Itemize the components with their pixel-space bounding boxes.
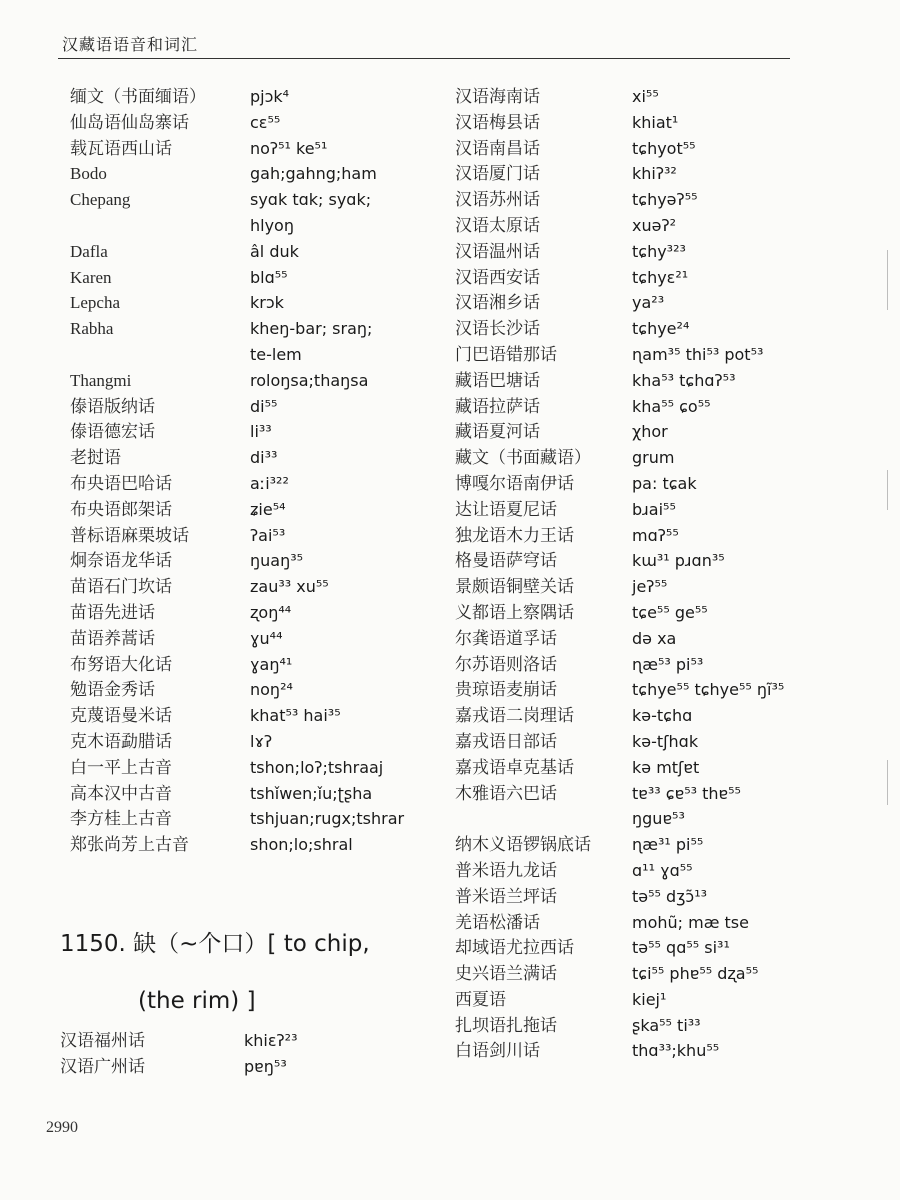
phonetic-form: li³³ [250,422,272,442]
phonetic-form: lɤʔ [250,731,273,751]
language-name: Rabha [70,319,114,339]
phonetic-form: tə⁵⁵ qɑ⁵⁵ si³¹ [632,938,730,958]
entry-row [455,187,855,213]
language-name: Thangmi [70,370,132,390]
entry-row [70,187,450,213]
language-name: 汉语海南话 [455,87,540,106]
entry-row [455,703,855,729]
entry-row [70,497,450,523]
entry-row [70,806,450,832]
header-rule [58,58,790,59]
entry-row [70,368,450,394]
entry-row [455,910,855,936]
language-name: 高本汉中古音 [70,783,172,803]
running-header: 汉藏语语音和词汇 [62,37,199,54]
language-name: 扎坝语扎拖话 [455,1015,557,1035]
left-column-entry-1150 [60,1028,440,1080]
entry-row [455,1038,855,1064]
entry-row [70,703,450,729]
margin-mark [887,250,888,310]
phonetic-form: pjɔk⁴ [250,87,290,106]
language-name: 达让语夏尼话 [455,499,557,519]
language-name: 汉语南昌话 [455,138,540,158]
entry-row [455,161,855,187]
phonetic-form: mohũ; mæ tse [632,912,749,932]
entry-row [70,832,450,858]
phonetic-form: khiat¹ [632,112,679,132]
entry-row [455,987,855,1013]
entry-row [70,419,450,445]
entry-row [70,523,450,549]
language-name: Karen [70,267,112,287]
phonetic-form: ŋguɐ⁵³ [632,809,685,829]
phonetic-form: ɳam³⁵ thi⁵³ pot⁵³ [632,344,764,364]
language-name: 布努语大化话 [70,654,172,674]
language-name: 尔龚语道孚话 [455,628,557,648]
language-name: 格曼语萨穹话 [455,551,557,571]
language-name: 汉语苏州话 [455,190,540,210]
phonetic-form: mɑʔ⁵⁵ [632,525,679,545]
phonetic-form: krɔk [250,293,284,313]
entry-row [455,523,855,549]
entry-row [70,781,450,807]
phonetic-form: shon;lo;shral [250,835,353,855]
phonetic-form: tɕhyot⁵⁵ [632,138,696,158]
language-name: 克蔑语曼米话 [70,706,172,726]
entry-row [455,961,855,987]
entry-row [70,755,450,781]
phonetic-form: ʂka⁵⁵ ti³³ [632,1015,701,1035]
entry-row [70,161,450,187]
language-name: 郑张尚芳上古音 [70,835,189,855]
phonetic-form: tɕhye²⁴ [632,319,690,339]
entry-row [70,652,450,678]
language-name: 汉语长沙话 [455,319,540,339]
phonetic-form: kə-tɕhɑ [632,706,693,726]
language-name: 白语剑川话 [455,1041,540,1061]
entry-row [455,368,855,394]
entry-row [70,471,450,497]
entry-row [455,239,855,265]
language-name: 炯奈语龙华话 [70,551,172,571]
right-column [455,84,855,1064]
phonetic-form: də xa [632,628,677,648]
language-name: 汉语温州话 [455,241,540,261]
phonetic-form: blɑ⁵⁵ [250,267,288,287]
entry-row [455,84,855,110]
entry-row [70,110,450,136]
entry-row [70,574,450,600]
language-name: Lepcha [70,293,121,313]
phonetic-form: xuəʔ² [632,215,677,235]
entry-row [455,858,855,884]
phonetic-form: kiej¹ [632,989,667,1009]
entry-row [70,239,450,265]
language-name: 汉语太原话 [455,215,540,235]
phonetic-form: χhor [632,422,668,442]
entry-row [455,497,855,523]
phonetic-form: khat⁵³ hai³⁵ [250,706,341,726]
entry-row [70,342,450,368]
entry-row [455,1013,855,1039]
phonetic-form: tɐ³³ ɕɐ⁵³ thɐ⁵⁵ [632,783,741,803]
language-name: 义都语上察隅话 [455,602,574,622]
phonetic-form: xi⁵⁵ [632,87,659,106]
language-name: 勉语金秀话 [70,680,155,700]
phonetic-form: ʔai⁵³ [250,525,286,545]
entry-row [455,419,855,445]
language-name: 仙岛语仙岛寨话 [70,112,189,132]
language-name: 藏语拉萨话 [455,396,540,416]
entry-row [455,548,855,574]
entry-row [70,316,450,342]
language-name: Chepang [70,190,131,210]
language-name: 苗语石门坎话 [70,577,172,597]
phonetic-form: khiʔ³² [632,164,677,184]
phonetic-form: kheŋ-bar; sraŋ; [250,319,373,339]
language-name: 史兴语兰满话 [455,964,557,984]
phonetic-form: thɑ³³;khu⁵⁵ [632,1041,720,1061]
entry-row [455,626,855,652]
entry-row [455,394,855,420]
phonetic-form: pa: tɕak [632,473,697,493]
language-name: 汉语福州话 [60,1031,145,1050]
entry-row [455,935,855,961]
entry-row [455,290,855,316]
entry-row [455,729,855,755]
phonetic-form: kɯ³¹ pɹɑn³⁵ [632,551,725,571]
phonetic-form: grum [632,448,675,468]
entry-row [455,677,855,703]
phonetic-form: tə⁵⁵ dʒɔ̃¹³ [632,886,708,906]
phonetic-form: zau³³ xu⁵⁵ [250,577,329,597]
phonetic-form: khiɛʔ²³ [244,1031,298,1050]
entry-row [455,832,855,858]
phonetic-form: ʐoŋ⁴⁴ [250,602,292,622]
phonetic-form: tɕe⁵⁵ ge⁵⁵ [632,602,708,622]
phonetic-form: tshjuan;rugx;tshrar [250,809,405,829]
language-name: 布央语郎架话 [70,499,172,519]
entry-row [70,445,450,471]
entry-row [455,652,855,678]
phonetic-form: tɕi⁵⁵ phɐ⁵⁵ dʐa⁵⁵ [632,964,759,984]
phonetic-form: tɕhy³²³ [632,241,686,261]
language-name: 贵琼语麦崩话 [455,680,557,700]
entry-row [455,884,855,910]
language-name: 汉语厦门话 [455,164,540,184]
language-name: 景颇语铜壁关话 [455,577,574,597]
phonetic-form: syɑk tɑk; syɑk; [250,190,372,210]
entry-row [70,677,450,703]
phonetic-form: noŋ²⁴ [250,680,293,700]
entry-row [70,394,450,420]
language-name: 汉语广州话 [60,1056,145,1076]
language-name: 苗语养蒿话 [70,628,155,648]
phonetic-form: ɳæ⁵³ pi⁵³ [632,654,704,674]
language-name: 羌语松潘话 [455,912,540,932]
language-name: 藏语巴塘话 [455,370,540,390]
entry-row [455,600,855,626]
phonetic-form: tɕhye⁵⁵ tɕhye⁵⁵ ŋĩ³⁵ [632,680,785,700]
phonetic-form: pɐŋ⁵³ [244,1056,287,1076]
phonetic-form: ʑie⁵⁴ [250,499,286,519]
entry-row [455,781,855,807]
entry-row [70,600,450,626]
phonetic-form: kə-tʃhɑk [632,731,699,751]
phonetic-form: di³³ [250,448,278,468]
language-name: 藏文（书面藏语） [455,448,591,468]
entry-row [455,316,855,342]
language-name: 西夏语 [455,989,506,1009]
phonetic-form: tɕhyɛ²¹ [632,267,689,287]
phonetic-form: roloŋsa;thaŋsa [250,370,369,390]
language-name: 却域语尤拉西话 [455,938,574,958]
phonetic-form: tshon;loʔ;tshraaj [250,757,384,777]
language-name: 克木语勐腊话 [70,731,172,751]
language-name: 博嘎尔语南伊话 [455,473,574,493]
phonetic-form: ɳæ³¹ pi⁵⁵ [632,835,704,855]
language-name: 木雅语六巴话 [455,783,557,803]
entry-row [455,136,855,162]
phonetic-form: tshǐwen;ǐu;ʈʂha [250,783,373,803]
phonetic-form: di⁵⁵ [250,396,278,416]
language-name: 傣语德宏话 [70,422,155,442]
entry-row [70,84,450,110]
left-column [70,84,450,858]
entry-row [455,110,855,136]
language-name: 李方桂上古音 [70,809,172,829]
language-name: 普标语麻栗坡话 [70,525,189,545]
phonetic-form: ɣu⁴⁴ [250,628,283,648]
entry-row [455,265,855,291]
language-name: 傣语版纳话 [70,396,155,416]
language-name: Bodo [70,164,107,184]
phonetic-form: ɑ¹¹ ɣɑ⁵⁵ [632,860,693,880]
language-name: 汉语西安话 [455,267,540,287]
entry-row [455,806,855,832]
entry-row [70,213,450,239]
entry-row [455,471,855,497]
phonetic-form: te-lem [250,344,302,364]
language-name: 苗语先进话 [70,602,155,622]
phonetic-form: ŋuaŋ³⁵ [250,551,304,571]
phonetic-form: hlyoŋ [250,215,294,235]
language-name: 纳木义语锣锅底话 [455,835,591,855]
phonetic-form: kha⁵³ tɕhɑʔ⁵³ [632,370,736,390]
language-name: 门巴语错那话 [455,344,557,364]
language-name: 普米语兰坪话 [455,886,557,906]
phonetic-form: ya²³ [632,293,665,313]
language-name: 嘉戎语卓克基话 [455,757,574,777]
phonetic-form: jeʔ⁵⁵ [632,577,668,597]
entry-row [455,342,855,368]
language-name: 缅文（书面缅语） [70,87,206,106]
entry-heading-line2: (the rim) ] [138,988,256,1014]
language-name: 尔苏语则洛话 [455,654,557,674]
language-name: 白一平上古音 [70,757,172,777]
language-name: 普米语九龙话 [455,860,557,880]
entry-row [455,574,855,600]
phonetic-form: kha⁵⁵ ɕo⁵⁵ [632,396,711,416]
language-name: Dafla [70,241,108,261]
entry-row [70,548,450,574]
margin-mark [887,470,888,510]
language-name: 布央语巴哈话 [70,473,172,493]
phonetic-form: aːi³²² [250,473,289,493]
phonetic-form: kə mtʃɐt [632,757,700,777]
entry-row [70,626,450,652]
entry-row [455,445,855,471]
language-name: 独龙语木力王话 [455,525,574,545]
language-name: 嘉戎语二岗理话 [455,706,574,726]
phonetic-form: noʔ⁵¹ ke⁵¹ [250,138,328,158]
language-name: 老挝语 [70,448,121,468]
entry-row [70,290,450,316]
page-number: 2990 [46,1119,78,1136]
entry-row [70,729,450,755]
phonetic-form: âl duk [250,241,299,261]
phonetic-form: gah;gahng;ham [250,164,377,184]
phonetic-form: bɹai⁵⁵ [632,499,676,519]
language-name: 嘉戎语日部话 [455,731,557,751]
language-name: 汉语梅县话 [455,112,540,132]
phonetic-form: cɛ⁵⁵ [250,112,281,132]
language-name: 载瓦语西山话 [70,138,172,158]
entry-row [70,265,450,291]
margin-mark [887,760,888,805]
entry-row [70,136,450,162]
entry-row [60,1054,440,1080]
entry-row [455,755,855,781]
entry-row [60,1028,440,1054]
language-name: 汉语湘乡话 [455,293,540,313]
entry-heading-line1: 1150. 缺（~个口）[ to chip, [60,931,370,957]
entry-row [455,213,855,239]
phonetic-form: tɕhyəʔ⁵⁵ [632,190,698,210]
phonetic-form: ɣaŋ⁴¹ [250,654,293,674]
language-name: 藏语夏河话 [455,422,540,442]
